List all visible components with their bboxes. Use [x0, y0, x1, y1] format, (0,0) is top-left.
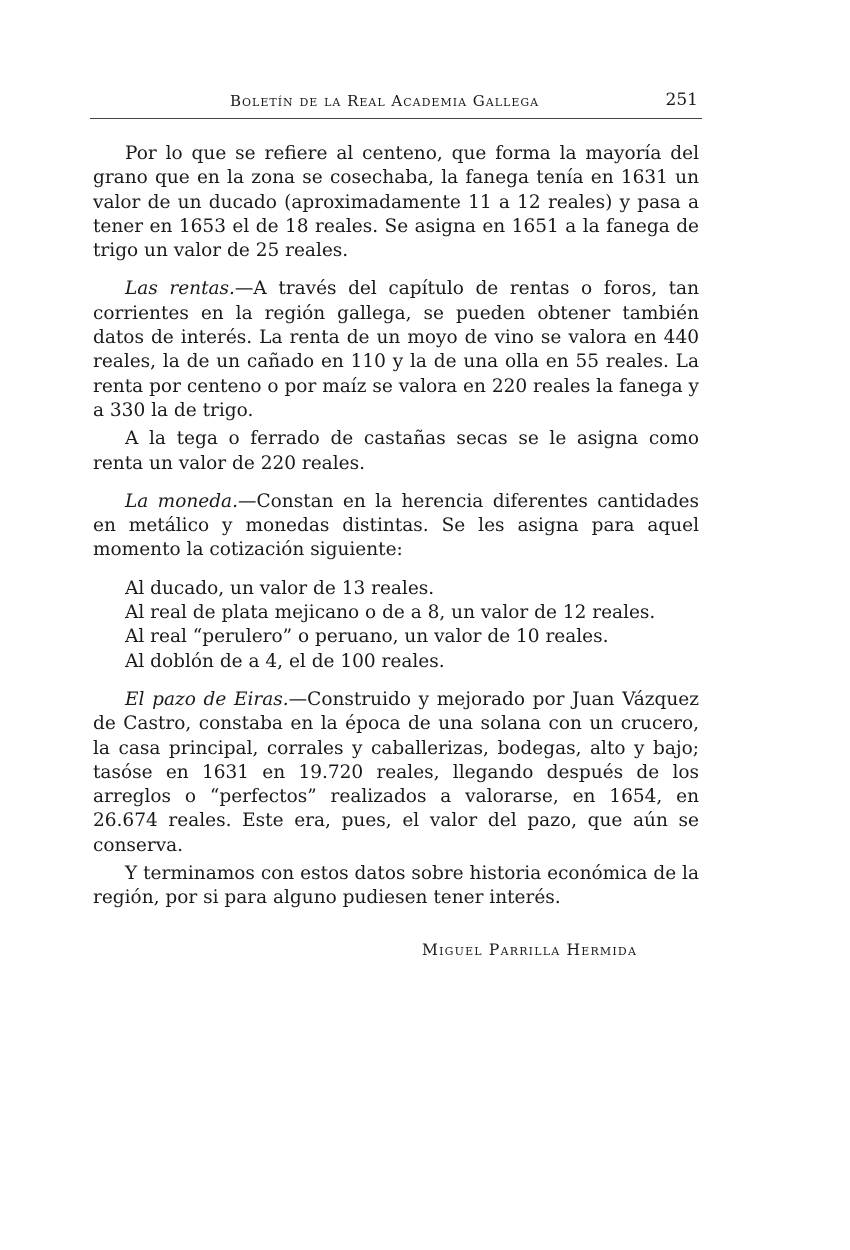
paragraph-castanas [93, 427, 699, 476]
paragraph-pazo [93, 688, 699, 858]
paragraph-text: —Construido y mejorado por Juan Vázquez de Castro, constaba en la época de una solana con un crucero, la casa principal, corrales y caballerizas, bodegas, alto y bajo; tasóse en 1631 en 19.720 reales, llegando después de los arreglos o “perfectos” realizados a valorarse, en 1654, en 26.674 reales. Este era, pues, el valor del pazo, que aún se conserva. [93, 688, 700, 856]
coin-list [93, 577, 699, 674]
coin-item: Al real “perulero” o peruano, un valor de 10 reales. [125, 626, 609, 648]
coin-item: Al doblón de a 4, el de 100 reales. [125, 650, 445, 672]
paragraph-rentas [93, 277, 699, 423]
paragraph-text: Y terminamos con estos datos sobre historia económica de la región, por si para alguno pudiesen tener interés. [93, 863, 699, 909]
page-number: 251 [665, 90, 698, 110]
paragraph-closing [93, 862, 699, 911]
author-signature: Miguel Parrilla Hermida [422, 941, 638, 959]
paragraph-text: A la tega o ferrado de castañas secas se le asigna como renta un valor de 220 reales. [93, 428, 699, 474]
coin-item: Al ducado, un valor de 13 reales. [125, 577, 435, 599]
journal-title: Boletín de la Real Academia Gallega [230, 92, 540, 110]
article-body [93, 142, 699, 911]
section-lead-rentas: Las rentas. [125, 278, 235, 300]
header-rule [90, 118, 702, 119]
section-lead-pazo: El pazo de Eiras. [125, 688, 289, 710]
paragraph-moneda [93, 490, 699, 563]
paragraph-text: —A través del capítulo de rentas o foros, tan corrientes en la región gallega, se pueden obtener también datos de interés. La renta de un moyo de vino se valora en 440 reales, la de un cañado en 110 y la de una olla en 55 reales. La renta por centeno o por maíz se valora en 220 reales la fanega y a 330 la de trigo. [93, 278, 700, 421]
paragraph-centeno [93, 142, 699, 263]
section-lead-moneda: La moneda. [125, 490, 238, 512]
running-header [90, 88, 702, 114]
paragraph-text: Por lo que se refiere al centeno, que forma la mayoría del grano que en la zona se cosechaba, la fanega tenía en 1631 un valor de un ducado (aproximadamente 11 a 12 reales) y pasa a tener en 1653 el de 18 reales. Se asigna en 1651 a la fanega de trigo un valor de 25 reales. [93, 143, 699, 262]
coin-item: Al real de plata mejicano o de a 8, un valor de 12 reales. [125, 602, 656, 624]
paragraph-text: —Constan en la herencia diferentes cantidades en metálico y monedas distintas. Se les asigna para aquel momento la cotización siguiente: [93, 490, 700, 561]
